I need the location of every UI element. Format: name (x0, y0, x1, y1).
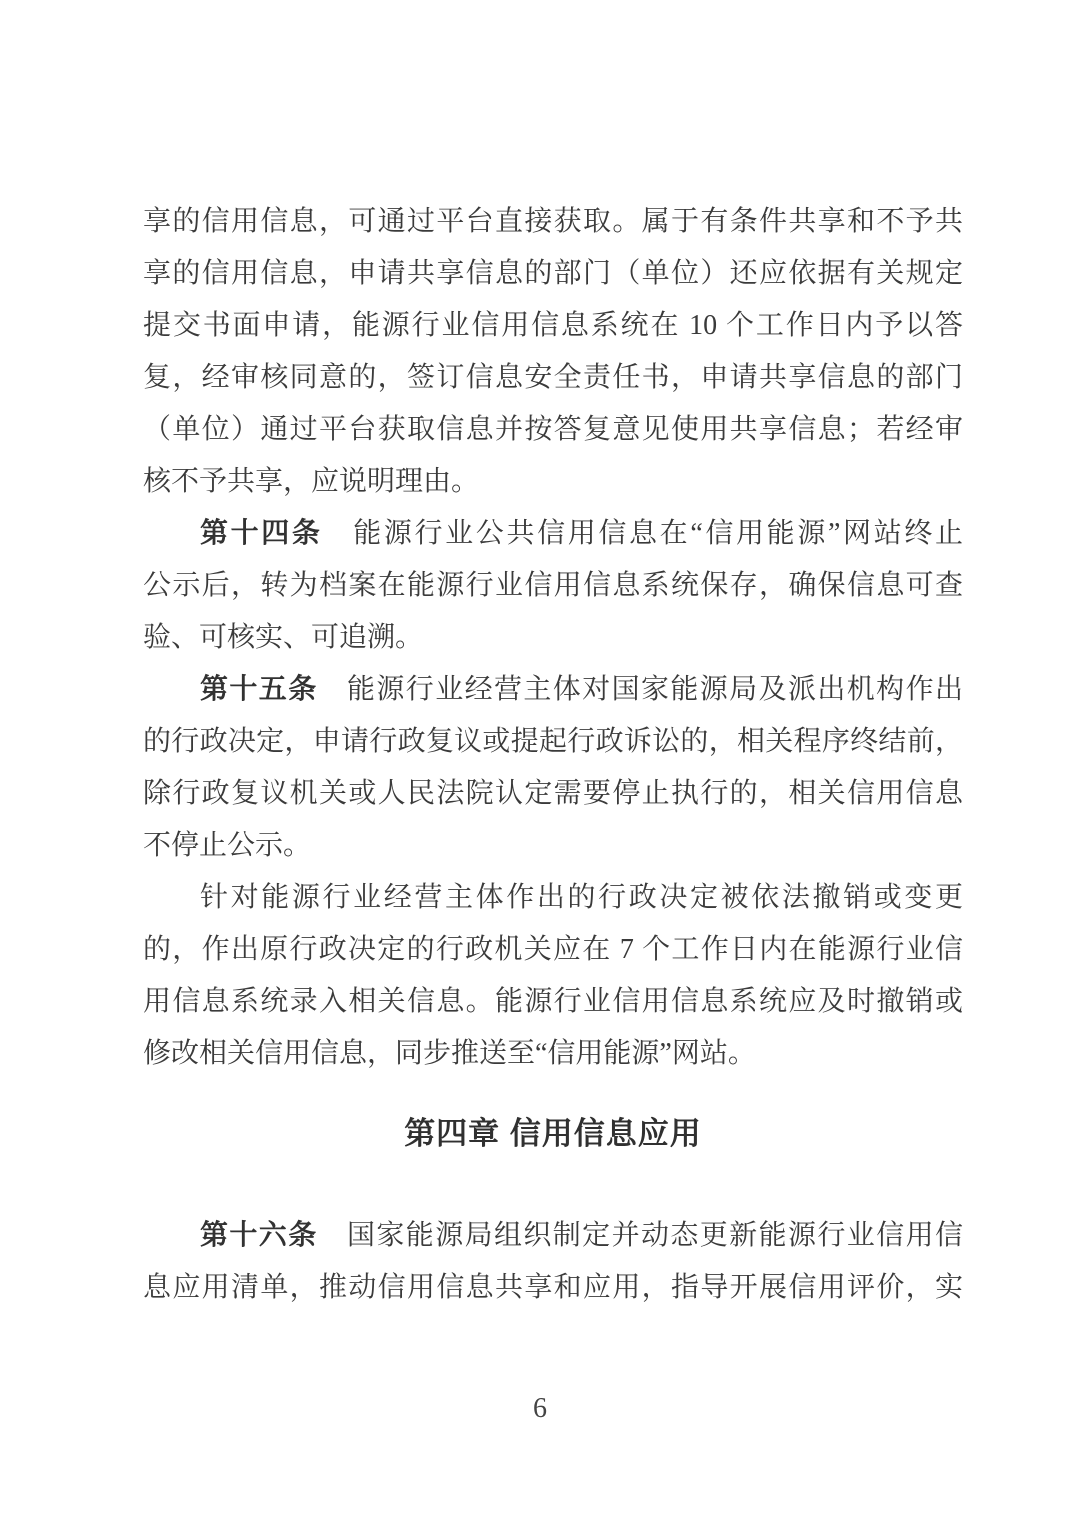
text-line: 修改相关信用信息，同步推送至“信用能源”网站。 (143, 1038, 756, 1069)
text-line: （单位）通过平台获取信息并按答复意见使用共享信息；若经审 (143, 414, 963, 445)
text-line-content: 能源行业公共信用信息在“信用能源”网站终止 (353, 518, 963, 549)
text-line: 不停止公示。 (143, 830, 312, 861)
article-number: 第十四条 (200, 518, 323, 549)
text-line: 用信息系统录入相关信息。能源行业信用信息系统应及时撤销或 (143, 986, 963, 1017)
text-line: 公示后，转为档案在能源行业信用信息系统保存，确保信息可查 (143, 570, 963, 601)
article-number: 第十五条 (200, 674, 318, 705)
text-line (143, 508, 963, 560)
chapter-heading: 第四章 信用信息应用 (404, 1116, 702, 1151)
text-line: 针对能源行业经营主体作出的行政决定被依法撤销或变更 (200, 882, 963, 913)
text-column (143, 196, 963, 1314)
text-line: 享的信用信息，可通过平台直接获取。属于有条件共享和不予共 (143, 206, 963, 237)
text-line: 享的信用信息，申请共享信息的部门（单位）还应依据有关规定 (143, 258, 963, 289)
text-line: 提交书面申请，能源行业信用信息系统在 10 个工作日内予以答 (143, 310, 963, 341)
article-number: 第十六条 (200, 1220, 318, 1251)
text-line: 息应用清单，推动信用信息共享和应用，指导开展信用评价，实 (143, 1272, 963, 1303)
text-line: 的，作出原行政决定的行政机关应在 7 个工作日内在能源行业信 (143, 934, 963, 965)
text-line: 的行政决定，申请行政复议或提起行政诉讼的，相关程序终结前， (143, 726, 963, 757)
text-line: 复，经审核同意的，签订信息安全责任书，申请共享信息的部门 (143, 362, 963, 393)
text-line: 验、可核实、可追溯。 (143, 622, 424, 653)
text-line: 除行政复议机关或人民法院认定需要停止执行的，相关信用信息 (143, 778, 963, 809)
text-line (143, 1210, 963, 1262)
text-line-content: 能源行业经营主体对国家能源局及派出机构作出 (347, 674, 963, 705)
text-line: 核不予共享，应说明理由。 (143, 466, 480, 497)
text-line (143, 664, 963, 716)
page-number: 6 (533, 1393, 547, 1424)
text-line-content: 国家能源局组织制定并动态更新能源行业信用信 (347, 1220, 963, 1251)
